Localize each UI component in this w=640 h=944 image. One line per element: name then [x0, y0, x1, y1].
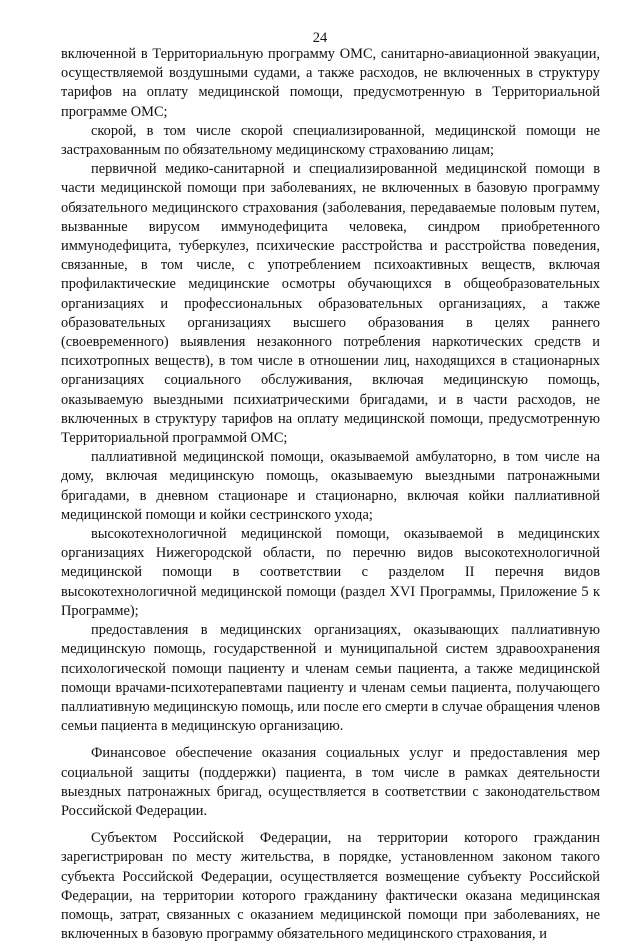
paragraph-primary-care: первичной медико-санитарной и специализированной медицинской помощи в части медицинской помощи при заболеваниях, не включенных в базовую программу обязательного медицинского страхования (заболевания, передаваемые половым путем, вызванные вирусом иммунодефицита человека, синдром приобретенного иммунодефицита, туберкулез, психические расстройства и расстройства поведения, связанные, в том числе, с употреблением психоактивных веществ, включая профилактические медицинские осмотры обучающихся в общеобразовательных организациях и профессиональных образовательных организациях, а также образовательных организациях высшего образования в целях раннего (своевременного) выявления незаконного потребления наркотических средств и психотропных веществ), в том числе в отношении лиц, находящихся в стационарных организациях социального обслуживания, включая медицинскую помощь, оказываемую выездными психиатрическими бригадами, и в части расходов, не включенных в структуру тарифов на оплату медицинской помощи, предусмотренную Территориальной программой ОМС; [61, 161, 600, 447]
paragraph-reimbursement: Субъектом Российской Федерации, на территории которого гражданин зарегистрирован по месту жительства, в порядке, установленном законом такого субъекта Российской Федерации, осуществляется возмещение субъекту Российской Федерации, на территории которого гражданину фактически оказана медицинская помощь, затрат, связанных с оказанием медицинской помощи при заболеваниях, не включенных в базовую программу обязательного медицинского страхования, и [61, 830, 600, 943]
paragraph-palliative-care: паллиативной медицинской помощи, оказываемой амбулаторно, в том числе на дому, включая медицинскую помощь, оказываемую выездными патронажными бригадами, в дневном стационаре и стационарно, включая койки паллиативной медицинской помощи и койки сестринского ухода; [61, 449, 600, 523]
paragraph-social-support: Финансовое обеспечение оказания социальных услуг и предоставления мер социальной защиты (поддержки) пациента, в том числе в рамках деятельности выездных патронажных бригад, осуществляется в соответствии с законодательством Российской Федерации. [61, 745, 600, 819]
paragraph-high-tech-care: высокотехнологичной медицинской помощи, оказываемой в медицинских организациях Нижегородской области, по перечню видов высокотехнологичной медицинской помощи в соответствии с разделом II перечня видов высокотехнологичной медицинской помощи (раздел XVI Программы, Приложение 5 к Программе); [61, 526, 600, 619]
paragraph-psychological-help: предоставления в медицинских организациях, оказывающих паллиативную медицинскую помощь, государственной и муниципальной систем здравоохранения психологической помощи пациенту и членам семьи пациента, а также медицинской помощи врачами-психотерапевтами пациенту и членам семьи пациента, получающего паллиативную медицинскую помощь, или после его смерти в случае обращения членов семьи пациента в медицинскую организацию. [61, 622, 600, 735]
paragraph-continuation: включенной в Территориальную программу ОМС, санитарно-авиационной эвакуации, осуществляемой воздушными судами, а также расходов, не включенных в структуру тарифов на оплату медицинской помощи, предусмотренную в Территориальной программе ОМС; [61, 46, 600, 120]
page-number: 24 [312, 30, 328, 46]
document-body [61, 45, 600, 944]
paragraph-ambulance-care: скорой, в том числе скорой специализированной, медицинской помощи не застрахованным по обязательному медицинскому страхованию лицам; [61, 122, 600, 159]
